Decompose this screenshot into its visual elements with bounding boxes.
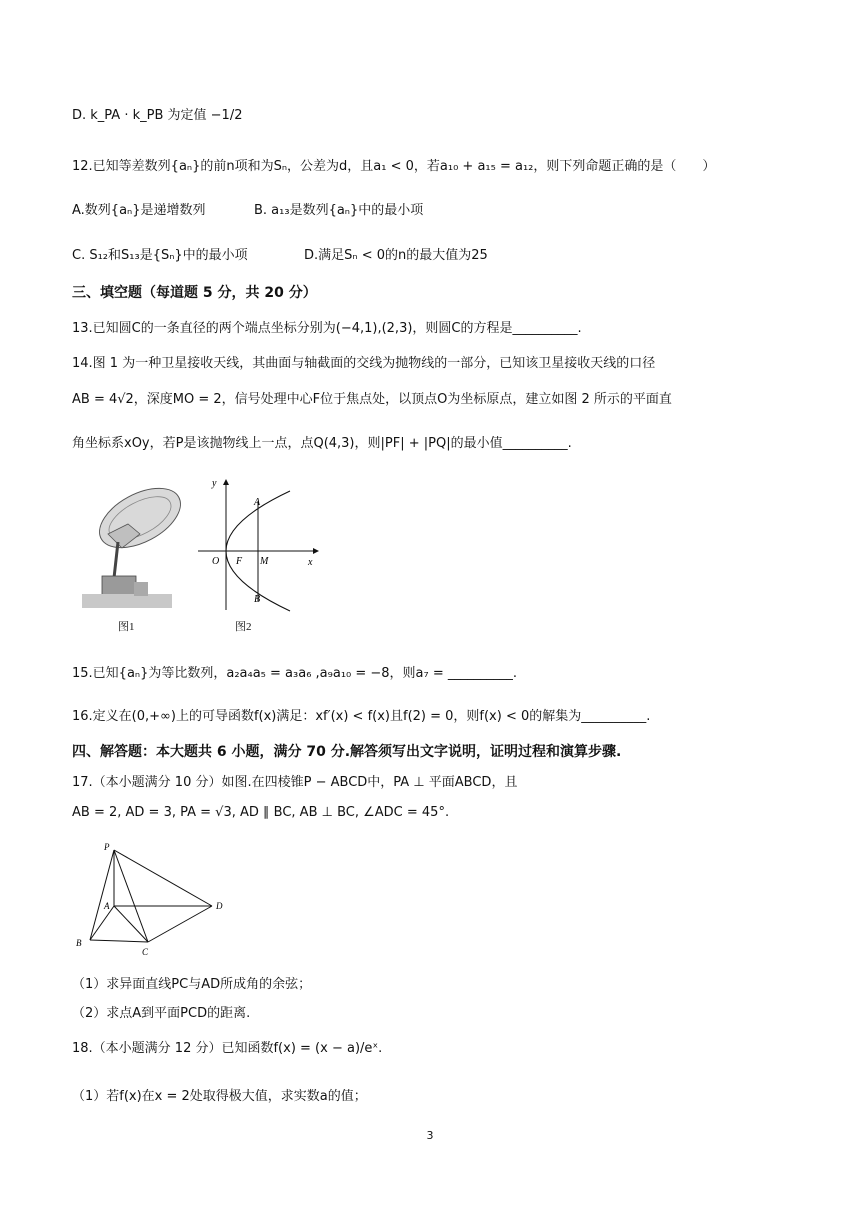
pyramid-diagram [72,838,242,960]
page-number: 3 [426,1129,434,1142]
label-x: x [308,557,313,568]
q17-line-2: AB = 2, AD = 3, PA = √3, AD ∥ BC, AB ⊥ BC, ∠ADC = 45°. [72,805,450,820]
q16-text: 16.定义在(0,+∞)上的可导函数f(x)满足：xf′(x) < f(x)且f(2) = 0，则f(x) < 0的解集为__________. [72,709,651,724]
label-p: P [104,842,110,852]
q12-option-b: B. a₁₃是数列{aₙ}中的最小项 [254,203,424,218]
q17-part-2: （2）求点A到平面PCD的距离. [72,1006,251,1021]
q17-line-1: 17.（本小题满分 10 分）如图.在四棱锥P − ABCD中，PA ⊥ 平面ABCD，且 [72,775,518,790]
q18-part-1: （1）若f(x)在x = 2处取得极大值，求实数a的值； [72,1089,367,1104]
q11-option-d: D. k_PA · k_PB 为定值 −1/2 [72,108,243,123]
label-o: O [212,556,220,567]
label-y: y [212,478,217,489]
q13-text: 13.已知圆C的一条直径的两个端点坐标分别为(−4,1),(2,3)，则圆C的方程是__________. [72,321,582,336]
section-4-heading: 四、解答题：本大题共 6 小题，满分 70 分.解答须写出文字说明，证明过程和演算步骤. [72,744,622,760]
q12-option-a: A.数列{aₙ}是递增数列 [72,203,206,218]
section-3-heading: 三、填空题（每道题 5 分，共 20 分） [72,285,317,301]
label-m: M [260,556,269,567]
q14-line-2: AB = 4√2，深度MO = 2，信号处理中心F位于焦点处，以顶点O为坐标原点，建立如图 2 所示的平面直 [72,392,672,407]
q12-stem: 12.已知等差数列{aₙ}的前n项和为Sₙ，公差为d，且a₁ < 0，若a₁₀ + a₁₅ = a₁₂，则下列命题正确的是（ ） [72,159,716,174]
q12-option-d: D.满足Sₙ < 0的n的最大值为25 [304,248,488,263]
label-c: C [142,947,149,957]
label-d: D [216,901,223,911]
figure-1-caption: 图1 [118,621,135,633]
q15-text: 15.已知{aₙ}为等比数列，a₂a₄a₅ = a₃a₆ ,a₉a₁₀ = −8，则a₇ = __________. [72,666,518,681]
parabola-diagram [192,474,326,614]
label-b: B [76,938,82,948]
label-a: A [104,901,110,911]
q14-line-1: 14.图 1 为一种卫星接收天线，其曲面与轴截面的交线为抛物线的一部分，已知该卫星接收天线的口径 [72,356,656,371]
q18-line-1: 18.（本小题满分 12 分）已知函数f(x) = (x − a)/eˣ. [72,1041,383,1056]
figure-2-caption: 图2 [235,621,252,633]
q17-part-1: （1）求异面直线PC与AD所成角的余弦； [72,977,312,992]
label-a: A [254,497,261,508]
label-f: F [236,556,243,567]
label-b: B [254,594,261,605]
satellite-dish-figure [78,484,188,610]
q14-line-3: 角坐标系xOy，若P是该抛物线上一点，点Q(4,3)，则|PF| + |PQ|的最小值__________. [72,436,572,451]
q12-option-c: C. S₁₂和S₁₃是{Sₙ}中的最小项 [72,248,248,263]
